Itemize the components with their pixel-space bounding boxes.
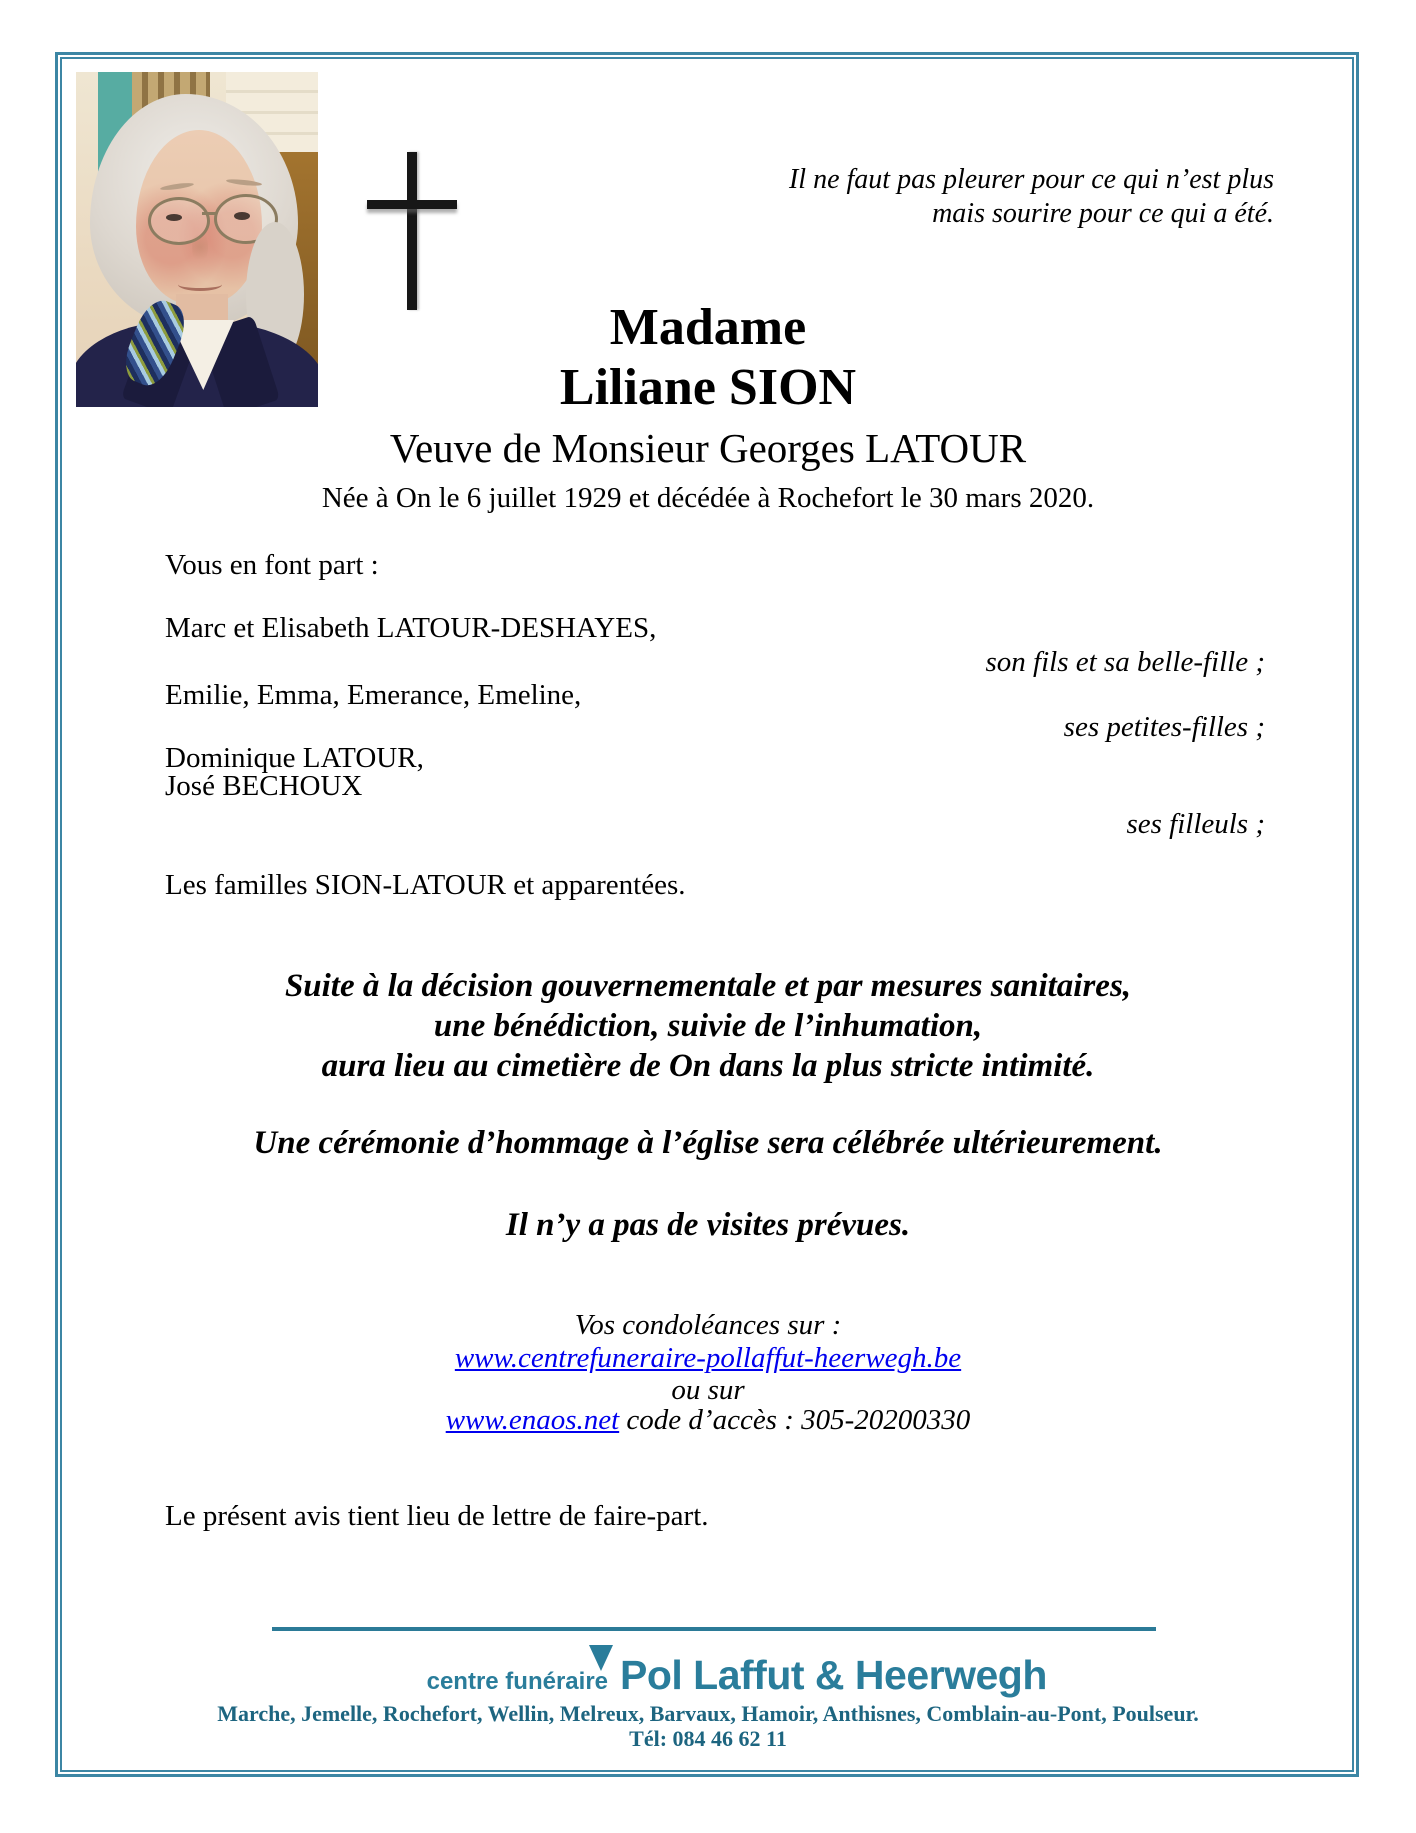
photo-glasses-bridge xyxy=(202,212,216,215)
condolence-link-primary[interactable]: www.centrefuneraire-pollaffut-heerwegh.be xyxy=(454,1342,962,1374)
footer-locations: Marche, Jemelle, Rochefort, Wellin, Melreux, Barvaux, Hamoir, Anthisnes, Comblain-au-Pont, Poulseur. xyxy=(217,1701,1199,1726)
deceased-title: Madame xyxy=(609,299,807,356)
visits-line: Il n’y a pas de visites prévues. xyxy=(505,1207,911,1243)
ceremony-line-1: Suite à la décision gouvernementale et par mesures sanitaires, xyxy=(284,968,1132,1004)
family-relation: son fils et sa belle-fille ; xyxy=(985,646,1265,678)
deceased-name: Liliane SION xyxy=(559,359,857,416)
footer-phone: Tél: 084 46 62 11 xyxy=(629,1726,787,1751)
tribute-line: Une cérémonie d’hommage à l’église sera célébrée ultérieurement. xyxy=(253,1125,1163,1161)
family-names: José BECHOUX xyxy=(165,770,363,802)
brand-name: Pol Laffut & Heerwegh xyxy=(620,1652,1047,1698)
family-names: Emilie, Emma, Emerance, Emeline, xyxy=(165,679,582,711)
condolences-intro: Vos condoléances sur : xyxy=(574,1309,842,1341)
quote-line-2: mais sourire pour ce qui a été. xyxy=(932,198,1274,229)
cross-icon-vertical xyxy=(407,152,417,310)
brand-prefix: centre funéraire xyxy=(426,1668,608,1695)
memorial-quote xyxy=(789,163,1274,231)
ceremony-line-3: aura lieu au cimetière de On dans la plus stricte intimité. xyxy=(321,1048,1095,1084)
family-names: Marc et Elisabeth LATOUR-DESHAYES, xyxy=(165,612,657,644)
access-code: code d’accès : 305-20200330 xyxy=(619,1404,971,1436)
widow-line: Veuve de Monsieur Georges LATOUR xyxy=(389,425,1027,471)
ceremony-line-2: une bénédiction, suivie de l’inhumation, xyxy=(433,1008,983,1044)
photo-eye xyxy=(234,212,250,220)
condolence-link-secondary[interactable]: www.enaos.net xyxy=(445,1404,620,1436)
family-names: Dominique LATOUR, xyxy=(165,742,424,774)
quote-line-1: Il ne faut pas pleurer pour ce qui n’est plus xyxy=(788,164,1274,195)
footer-separator xyxy=(272,1627,1156,1631)
family-relation: ses petites-filles ; xyxy=(1063,711,1265,743)
families-line: Les familles SION-LATOUR et apparentées. xyxy=(165,869,686,901)
announcement-intro: Vous en font part : xyxy=(165,549,379,581)
family-relation: ses filleuls ; xyxy=(1126,808,1265,840)
condolence-link-secondary-row xyxy=(0,1403,1416,1437)
condolence-link-primary-row xyxy=(0,1341,1416,1375)
legal-notice: Le présent avis tient lieu de lettre de faire-part. xyxy=(165,1500,709,1532)
photo-nose xyxy=(192,230,208,264)
photo-eye xyxy=(166,214,182,221)
cross-icon-horizontal xyxy=(367,200,457,209)
photo-mouth xyxy=(178,278,222,291)
life-dates: Née à On le 6 juillet 1929 et décédée à Rochefort le 30 mars 2020. xyxy=(321,482,1095,514)
condolences-or-text: ou sur xyxy=(671,1374,745,1406)
